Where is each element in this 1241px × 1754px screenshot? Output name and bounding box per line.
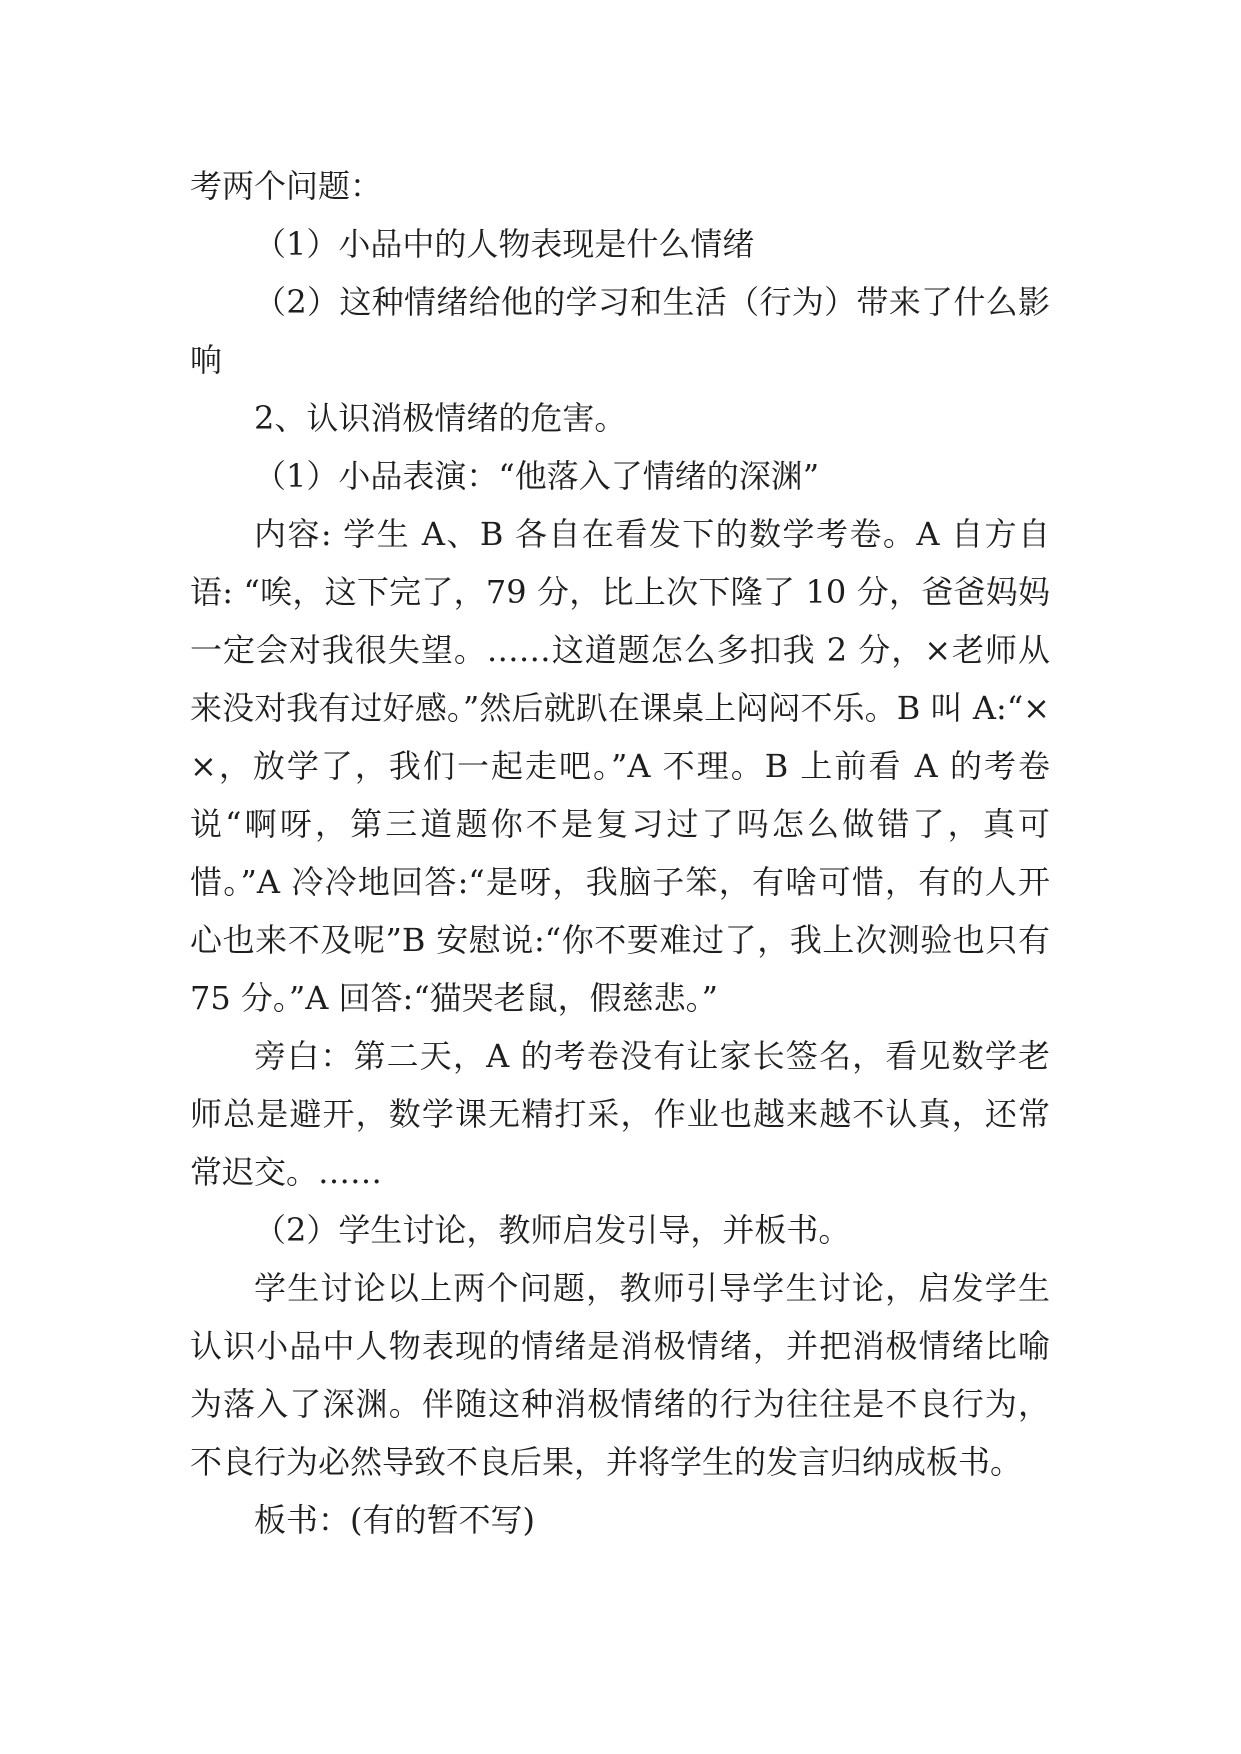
paragraph-skit-title: （1）小品表演：“他落入了情绪的深渊” xyxy=(254,457,820,495)
paragraph-discussion-heading: （2）学生讨论，教师启发引导，并板书。 xyxy=(254,1211,851,1249)
paragraph-narration: 旁白：第二天，A 的考卷没有让家长签名，看见数学老师总是避开，数学课无精打采，作业也越来越不认真，还常常迟交。…… xyxy=(190,1037,1050,1191)
paragraph-question-intro: 考两个问题： xyxy=(190,167,383,205)
paragraph-question-1: （1）小品中的人物表现是什么情绪 xyxy=(254,225,755,263)
paragraph-discussion-body: 学生讨论以上两个问题，教师引导学生讨论，启发学生认识小品中人物表现的情绪是消极情绪，并把消极情绪比喻为落入了深渊。伴随这种消极情绪的行为往往是不良行为，不良行为必然导致不良后果，并将学生的发言归纳成板书。 xyxy=(190,1269,1050,1481)
paragraph-blackboard: 板书：(有的暂不写) xyxy=(254,1501,535,1539)
paragraph-section-heading: 2、认识消极情绪的危害。 xyxy=(254,399,627,437)
paragraph-question-2: （2）这种情绪给他的学习和生活（行为）带来了什么影响 xyxy=(190,283,1050,379)
paragraph-skit-content: 内容: 学生 A、B 各自在看发下的数学考卷。A 自方自语: “唉，这下完了，79 分，比上次下隆了 10 分，爸爸妈妈一定会对我很失望。……这道题怎么多扣我 2 分，×老师从来没对我有过好感。”然后就趴在课桌上闷闷不乐。B 叫 A:“××，放学了，我们一起走吧。”A 不理。B 上前看 A 的考卷说“啊呀，第三道题你不是复习过了吗怎么做错了，真可惜。”A 冷冷地回答:“是呀，我脑子笨，有啥可惜，有的人开心也来不及呢”B 安慰说:“你不要难过了，我上次测验也只有 75 分。”A 回答:“猫哭老鼠，假慈悲。” xyxy=(190,515,1050,1017)
document-body xyxy=(190,157,1050,1549)
